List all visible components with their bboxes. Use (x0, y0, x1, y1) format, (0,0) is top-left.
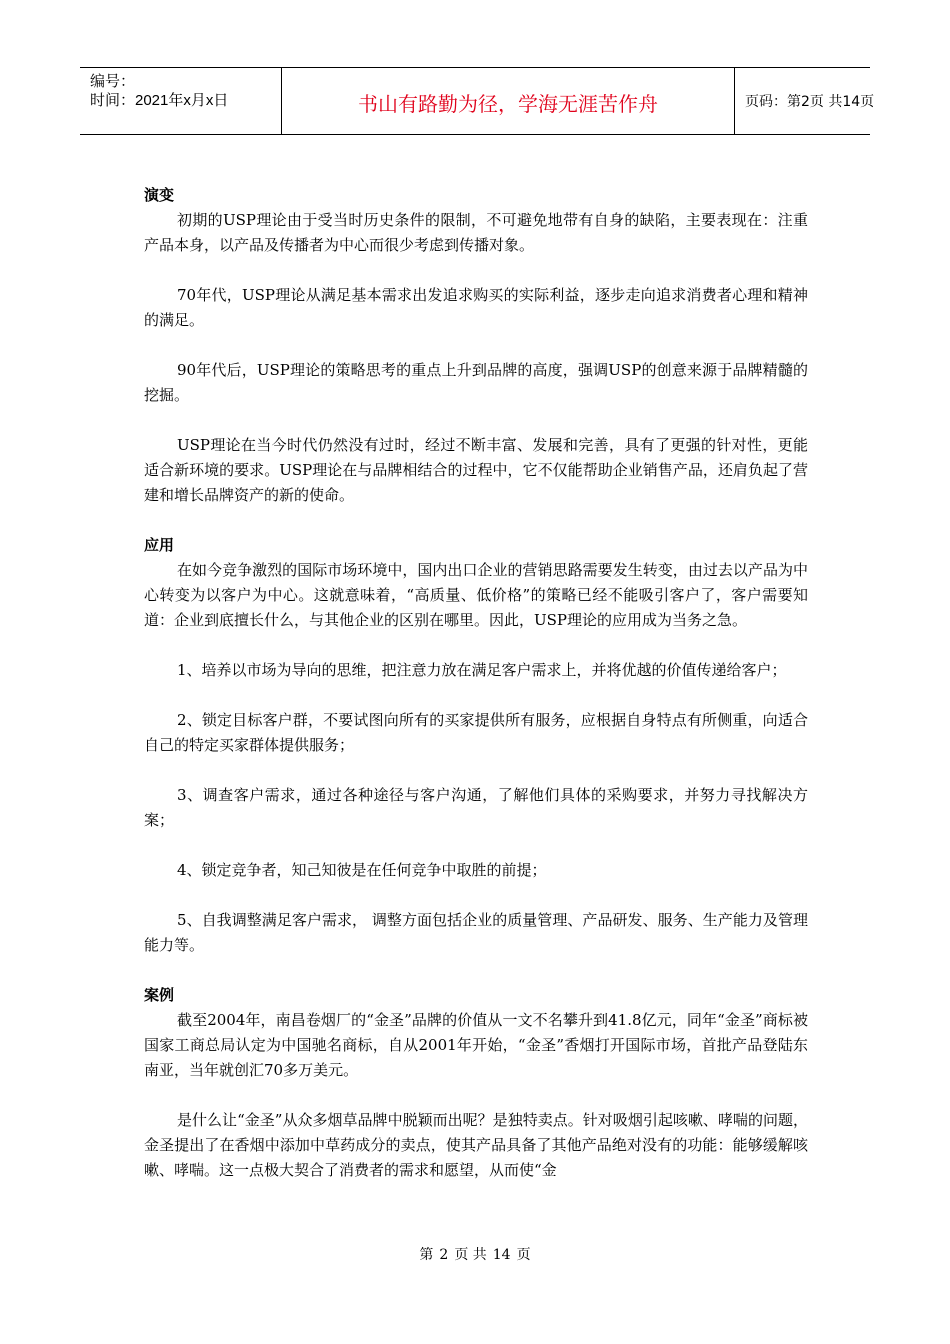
page-footer (0, 1244, 950, 1264)
document-time-label: 时间：2021年x月x日 (90, 92, 229, 109)
section-heading-case: 案例 (144, 986, 175, 1004)
paragraph: 是什么让“金圣”从众多烟草品牌中脱颖而出呢？是独特卖点。针对吸烟引起咳嗽、哮喘的问题，金圣提出了在香烟中添加中草药成分的卖点，使其产品具备了其他产品绝对没有的功能：能够缓解咳嗽、哮喘。这一点极大契合了消费者的需求和愿望，从而使“金 (144, 1111, 808, 1179)
header-motto: 书山有路勤为径，学海无涯苦作舟 (281, 68, 735, 134)
document-number-label: 编号： (90, 73, 136, 90)
footer-page-suffix: 页 (516, 1247, 531, 1263)
list-item: 2、锁定目标客户群，不要试图向所有的买家提供所有服务，应根据自身特点有所侧重，向适合自己的特定买家群体提供服务； (144, 711, 808, 754)
paragraph: 截至2004年，南昌卷烟厂的“金圣”品牌的价值从一文不名攀升到41.8亿元，同年“金圣”商标被国家工商总局认定为中国驰名商标，自从2001年开始，“金圣”香烟打开国际市场，首批产品登陆东南亚，当年就创汇70多万美元。 (144, 1011, 808, 1079)
paragraph: USP理论在当今时代仍然没有过时，经过不断丰富、发展和完善，具有了更强的针对性，更能适合新环境的要求。USP理论在与品牌相结合的过程中，它不仅能帮助企业销售产品，还肩负起了营建和增长品牌资产的新的使命。 (144, 436, 808, 504)
list-item: 1、培养以市场为导向的思维，把注意力放在满足客户需求上，并将优越的价值传递给客户； (177, 661, 787, 679)
paragraph: 70年代，USP理论从满足基本需求出发追求购买的实际利益，逐步走向追求消费者心理和精神的满足。 (144, 286, 808, 329)
footer-current-page: 2 (439, 1247, 449, 1263)
list-item: 3、调查客户需求，通过各种途径与客户沟通，了解他们具体的采购要求，并努力寻找解决方案； (144, 786, 808, 829)
paragraph: 初期的USP理论由于受当时历史条件的限制，不可避免地带有自身的缺陷，主要表现在：注重产品本身，以产品及传播者为中心而很少考虑到传播对象。 (144, 211, 808, 254)
header-meta (80, 68, 281, 134)
list-item: 4、锁定竞争者，知己知彼是在任何竞争中取胜的前提； (177, 861, 547, 879)
paragraph: 在如今竞争激烈的国际市场环境中，国内出口企业的营销思路需要发生转变，由过去以产品为中心转变为以客户为中心。这就意味着，“高质量、低价格”的策略已经不能吸引客户了，客户需要知道：企业到底擅长什么，与其他企业的区别在哪里。因此，USP理论的应用成为当务之急。 (144, 561, 808, 629)
section-heading-application: 应用 (144, 536, 175, 554)
paragraph: 90年代后，USP理论的策略思考的重点上升到品牌的高度，强调USP的创意来源于品牌精髓的挖掘。 (144, 361, 808, 404)
header-table (80, 67, 875, 135)
list-item: 5、自我调整满足客户需求， 调整方面包括企业的质量管理、产品研发、服务、生产能力及管理能力等。 (144, 911, 808, 954)
header-page-info: 页码：第2页 共14页 (745, 94, 875, 110)
footer-page-prefix: 第 (419, 1247, 434, 1263)
document-body (144, 183, 808, 1183)
footer-page-mid: 页 共 (454, 1247, 487, 1263)
footer-total-pages: 14 (492, 1247, 511, 1263)
section-heading-evolution: 演变 (144, 186, 175, 204)
